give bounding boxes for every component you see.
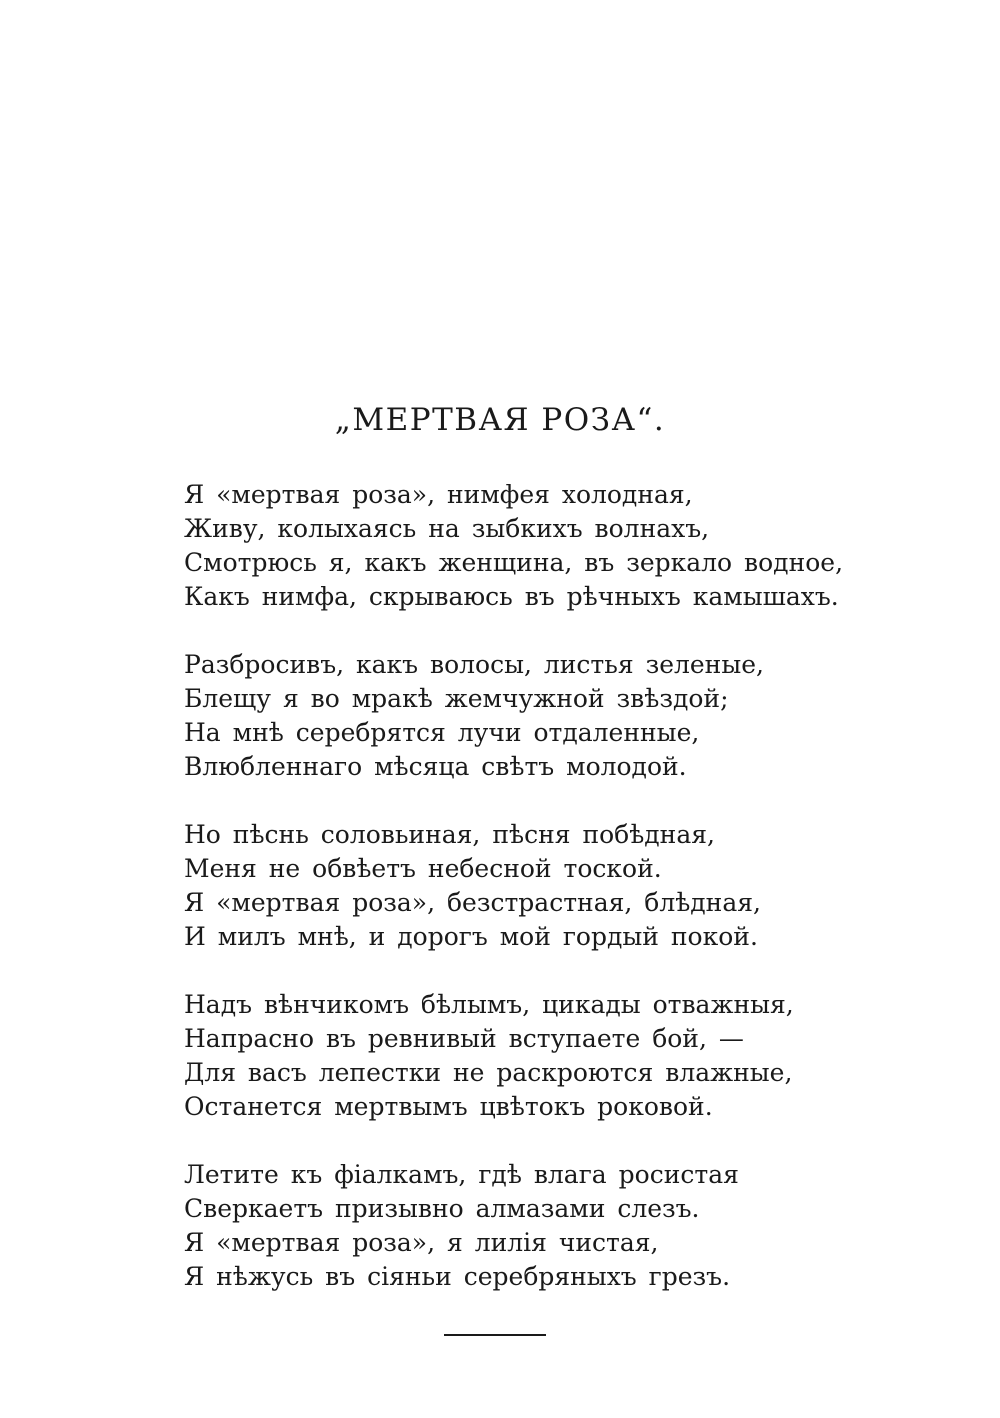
poem-line: Я нѣжусь въ сіяньи серебряныхъ грезъ. — [184, 1262, 731, 1291]
end-divider — [444, 1334, 546, 1336]
poem-line: Для васъ лепестки не раскроются влажные, — [184, 1058, 793, 1087]
poem-line: И милъ мнѣ, и дорогъ мой гордый покой. — [184, 922, 758, 951]
poem-title: „МЕРТВАЯ РОЗА“. — [334, 402, 666, 438]
poem-line: Сверкаетъ призывно алмазами слезъ. — [184, 1194, 700, 1223]
poem-line: Я «мертвая роза», нимфея холодная, — [184, 480, 693, 509]
poem-line: Живу, колыхаясь на зыбкихъ волнахъ, — [184, 514, 710, 543]
poem-line: Смотрюсь я, какъ женщина, въ зеркало водное, — [184, 548, 844, 577]
stanza-3 — [184, 818, 944, 954]
poem-line: Блещу я во мракѣ жемчужной звѣздой; — [184, 684, 729, 713]
stanza-1 — [184, 478, 944, 614]
poem-line: Напрасно въ ревнивый вступаете бой, — — [184, 1024, 744, 1053]
stanza-4 — [184, 988, 944, 1124]
stanza-5 — [184, 1158, 944, 1294]
poem-line: Но пѣснь соловьиная, пѣсня побѣдная, — [184, 820, 715, 849]
poem-line: Какъ нимфа, скрываюсь въ рѣчныхъ камышахъ. — [184, 582, 839, 611]
poem-line: Разбросивъ, какъ волосы, листья зеленые, — [184, 650, 764, 679]
poem-line: Влюбленнаго мѣсяца свѣтъ молодой. — [184, 752, 687, 781]
poem-line: На мнѣ серебрятся лучи отдаленные, — [184, 718, 700, 747]
poem-body — [184, 478, 944, 1328]
poem-line: Останется мертвымъ цвѣтокъ роковой. — [184, 1092, 713, 1121]
stanza-2 — [184, 648, 944, 784]
poem-line: Я «мертвая роза», я лилія чистая, — [184, 1228, 659, 1257]
poem-line: Меня не обвѣетъ небесной тоской. — [184, 854, 662, 883]
poem-line: Летите къ фіалкамъ, гдѣ влага росистая — [184, 1160, 739, 1189]
poem-line: Я «мертвая роза», безстрастная, блѣдная, — [184, 888, 761, 917]
poem-line: Надъ вѣнчикомъ бѣлымъ, цикады отважныя, — [184, 990, 794, 1019]
